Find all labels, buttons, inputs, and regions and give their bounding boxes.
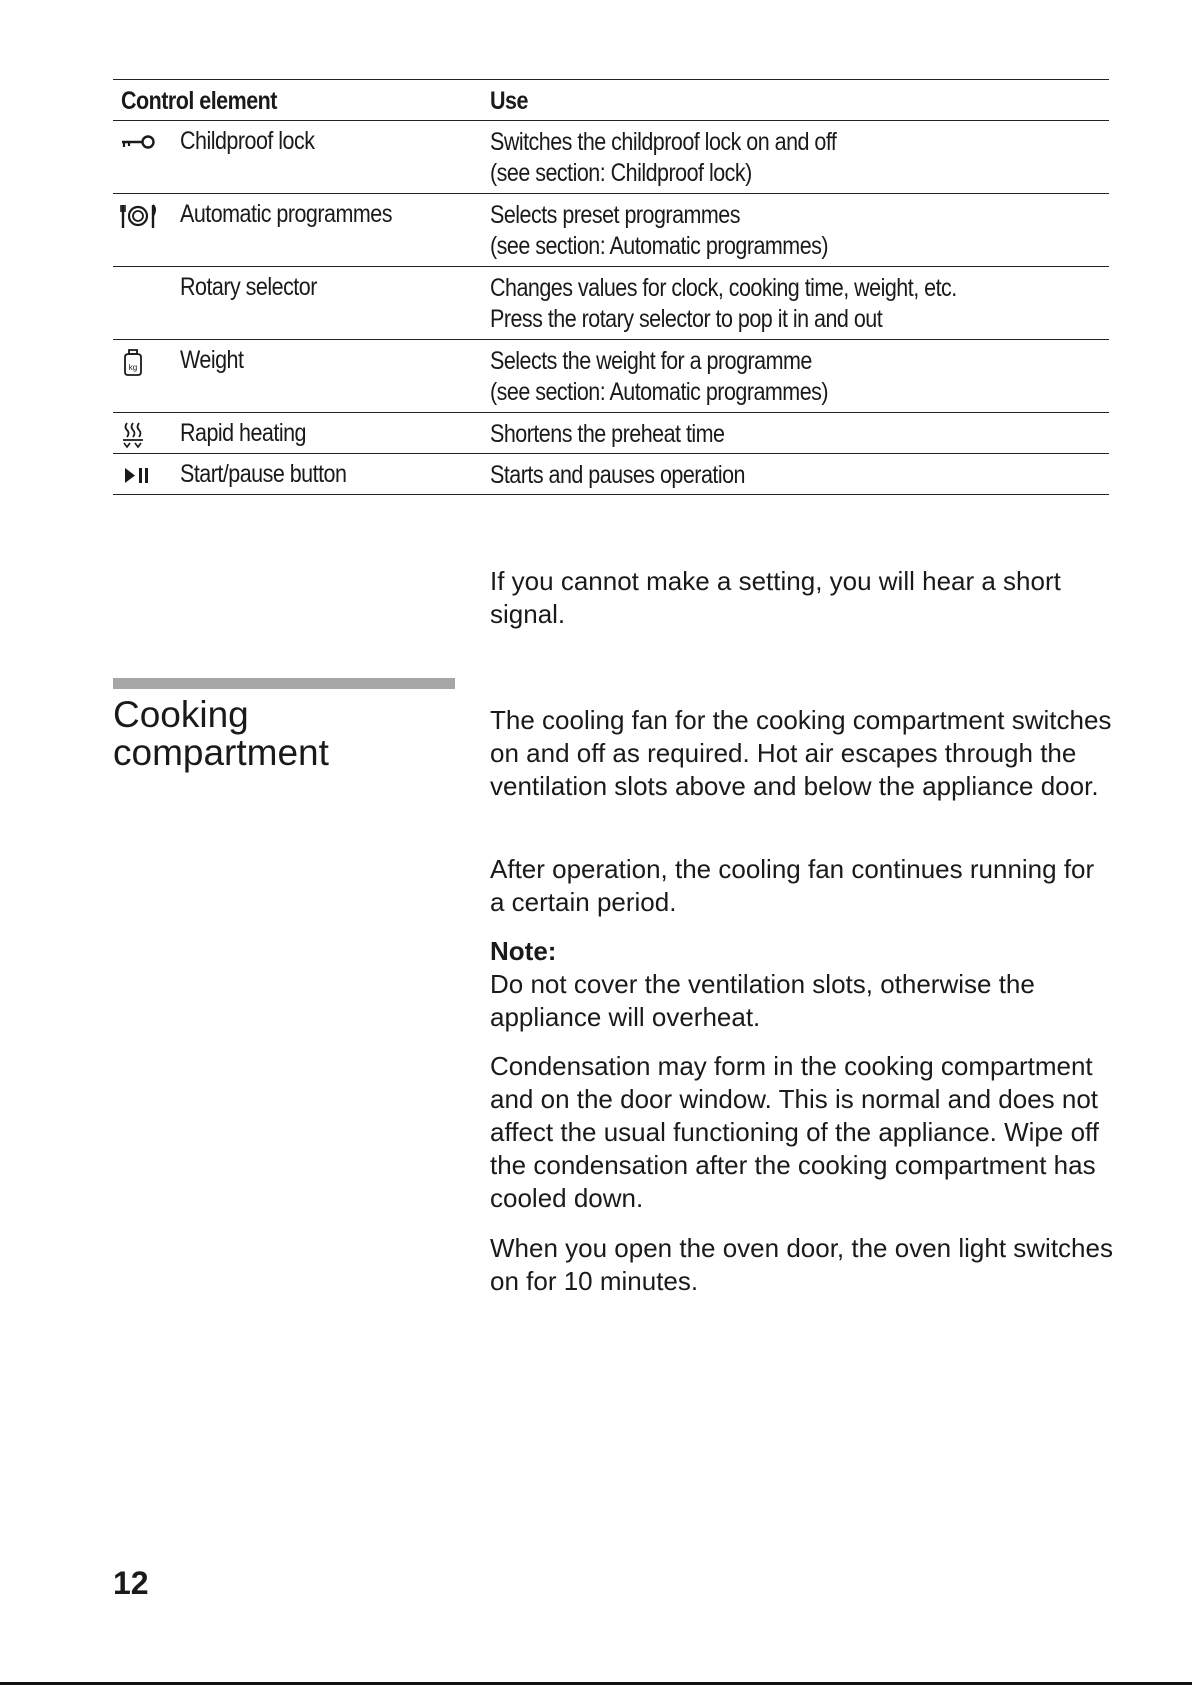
paragraph-after-operation: After operation, the cooling fan continues running for a certain period. — [490, 854, 1095, 917]
weight-kg-icon — [119, 348, 155, 376]
use-line: Press the rotary selector to pop it in and out — [490, 305, 883, 333]
control-name: Rotary selector — [180, 273, 317, 301]
control-use — [490, 200, 828, 262]
table-row-automatic-programmes — [113, 194, 1109, 267]
header-use: Use — [490, 87, 528, 115]
note-label: Note: — [490, 936, 557, 966]
automatic-programmes-plate-icon — [119, 202, 155, 230]
control-name: Rapid heating — [180, 419, 306, 447]
table-row-childproof-lock — [113, 121, 1109, 194]
table-row-rapid-heating — [113, 413, 1109, 454]
use-line: Selects the weight for a programme — [490, 347, 812, 375]
control-name: Automatic programmes — [180, 200, 392, 228]
page-number: 12 — [113, 1565, 149, 1601]
control-use — [490, 419, 724, 450]
childproof-lock-key-icon — [119, 129, 155, 157]
use-line: Changes values for clock, cooking time, weight, etc. — [490, 274, 957, 302]
control-name: Weight — [180, 346, 244, 374]
svg-text:kg: kg — [128, 363, 138, 372]
paragraph-oven-light: When you open the oven door, the oven light switches on for 10 minutes. — [490, 1233, 1113, 1296]
use-line: (see section: Childproof lock) — [490, 159, 752, 187]
use-line: Shortens the preheat time — [490, 420, 725, 448]
control-name: Start/pause button — [180, 460, 347, 488]
table-header-row — [113, 80, 1109, 121]
use-line: Starts and pauses operation — [490, 461, 746, 489]
control-use — [490, 273, 957, 335]
use-line: (see section: Automatic programmes) — [490, 378, 829, 406]
control-use — [490, 127, 836, 189]
section-divider-bar — [113, 678, 455, 689]
table-row-weight — [113, 340, 1109, 413]
control-use — [490, 460, 745, 491]
use-line: (see section: Automatic programmes) — [490, 232, 829, 260]
note-text: Do not cover the ventilation slots, otherwise the appliance will overheat. — [490, 969, 1035, 1032]
table-row-rotary-selector — [113, 267, 1109, 340]
header-control-element: Control element — [121, 87, 277, 115]
setting-signal-note: If you cannot make a setting, you will hear a short signal. — [490, 566, 1061, 629]
control-use — [490, 346, 828, 408]
note-block — [490, 935, 1115, 1034]
paragraph-cooling-fan: The cooling fan for the cooking compartment switches on and off as required. Hot air escapes through the ventilation slots above and below the appliance door. — [490, 705, 1112, 801]
control-name: Childproof lock — [180, 127, 315, 155]
use-line: Switches the childproof lock on and off — [490, 128, 837, 156]
table-row-start-pause — [113, 454, 1109, 495]
rapid-heating-icon — [119, 421, 155, 449]
section-heading: Cooking compartment — [113, 694, 329, 773]
start-pause-icon — [119, 462, 155, 490]
use-line: Selects preset programmes — [490, 201, 740, 229]
paragraph-condensation: Condensation may form in the cooking compartment and on the door window. This is normal and does not affect the usual functioning of the appliance. Wipe off the condensation after the cooking compartment has cooled down. — [490, 1051, 1100, 1213]
control-element-table — [113, 79, 1109, 495]
